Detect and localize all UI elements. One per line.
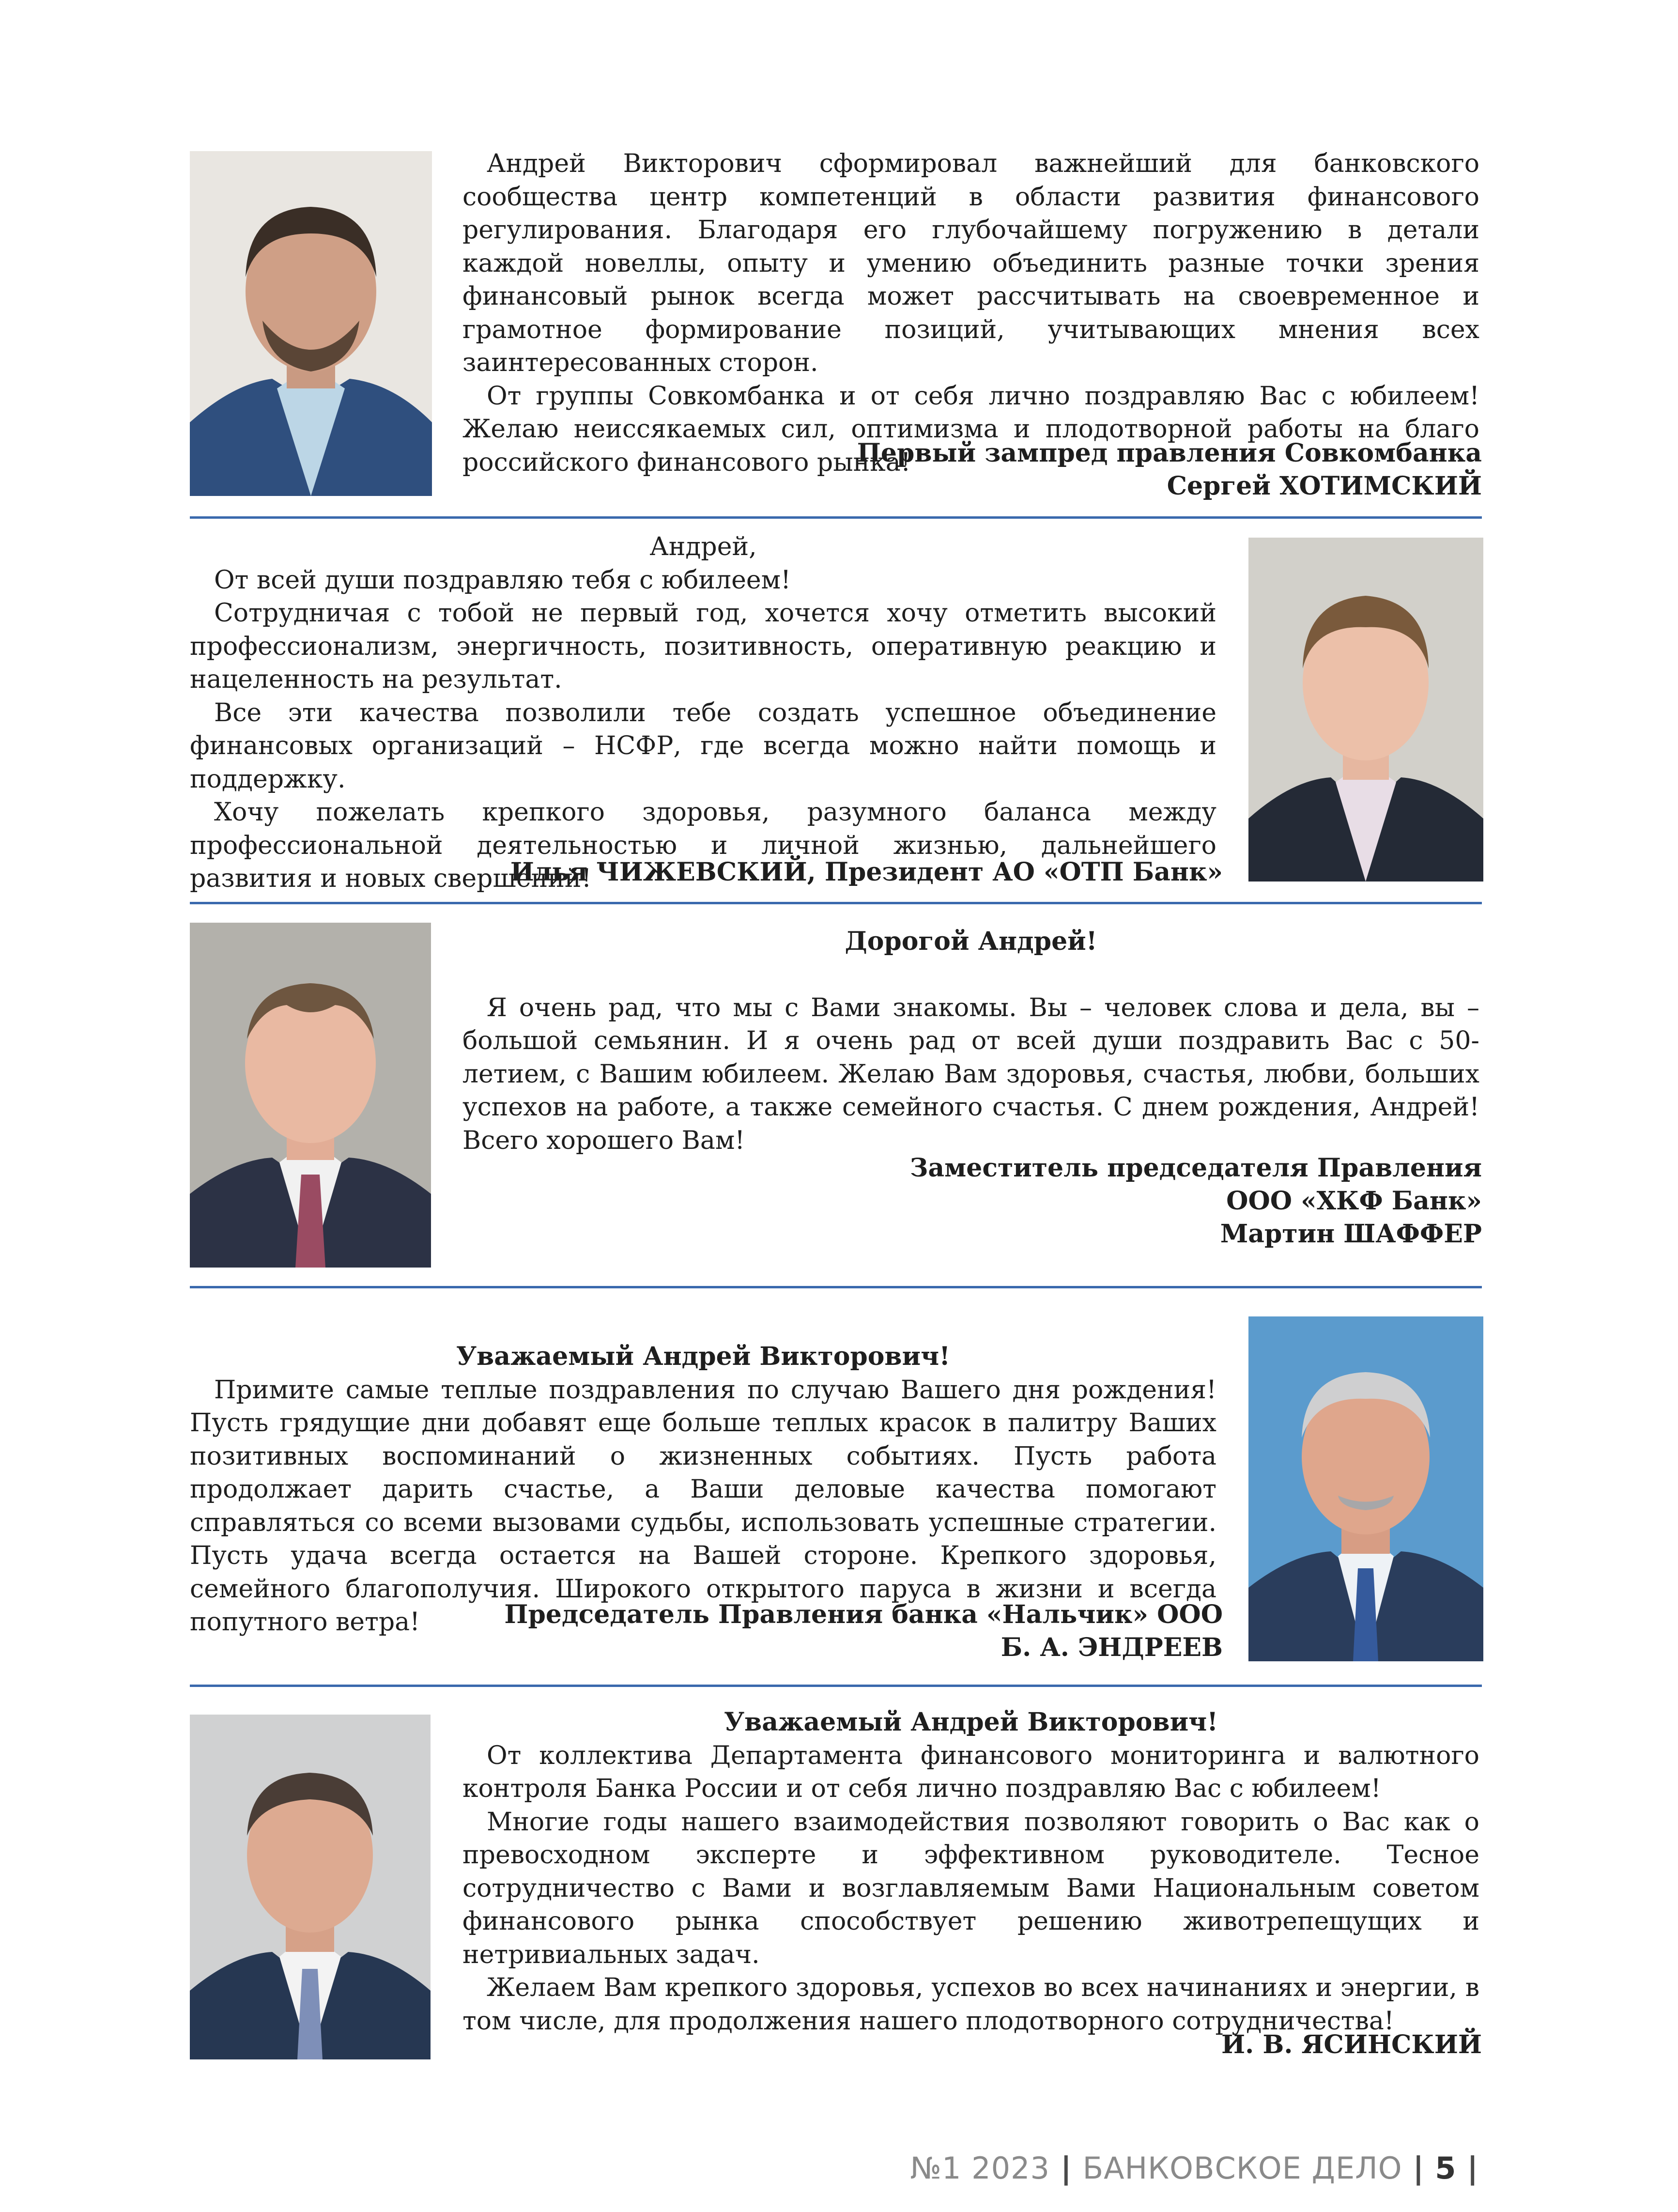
signature-title: Заместитель председателя Правления	[909, 1153, 1482, 1183]
signature-name: И. В. ЯСИНСКИЙ	[1221, 2030, 1482, 2059]
footer-separator: |	[1413, 2150, 1425, 2186]
greeting-text-4	[190, 1340, 1216, 1639]
paragraph: Сотрудничая с тобой не первый год, хочется хочу отметить высокий профессионализм, энергичность, позитивность, оперативную реакцию и нацеленность на результат.	[190, 599, 1216, 694]
portrait-photo	[190, 151, 432, 496]
paragraph: Желаем Вам крепкого здоровья, успехов во всех начинаниях и энергии, в том числе, для продолжения нашего плодотворного сотрудничества!	[462, 1973, 1479, 2036]
signature-1	[857, 437, 1482, 503]
paragraph: Все эти качества позволили тебе создать успешное объединение финансовых организаций – НСФР, где всегда можно найти помощь и поддержку.	[190, 698, 1216, 794]
greeting-heading: Дорогой Андрей!	[845, 927, 1097, 956]
greeting-text-1	[462, 147, 1479, 479]
portrait-photo	[190, 923, 431, 1268]
greeting-text-3	[462, 925, 1479, 1157]
divider	[190, 1286, 1482, 1288]
paragraph: Андрей Викторович сформировал важнейший для банковского сообщества центр компетенций в области развития финансового регулирования. Благодаря его глубочайшему погружению в детали каждой новеллы, опыту и умению объединить разные точки зрения финансовый рынок всегда может рассчитывать на своевременное и грамотное формирование позиций, учитывающих мнения всех заинтересованных сторон.	[462, 149, 1479, 377]
magazine-title: БАНКОВСКОЕ ДЕЛО	[1082, 2150, 1402, 2186]
greeting-heading: Андрей,	[649, 532, 757, 561]
signature-2	[510, 856, 1223, 889]
signature-3	[910, 1152, 1482, 1251]
signature-name: Б. А. ЭНДРЕЕВ	[1001, 1633, 1223, 1662]
greeting-heading: Уважаемый Андрей Викторович!	[724, 1707, 1218, 1737]
page-footer	[910, 2150, 1489, 2186]
paragraph: От коллектива Департамента финансового мониторинга и валютного контроля Банка России и от себя лично поздравляю Вас с юбилеем!	[462, 1741, 1479, 1803]
paragraph: Хочу пожелать крепкого здоровья, разумного баланса между профессиональной деятельностью и личной жизнью, дальнейшего развития и новых свершений!	[190, 798, 1216, 893]
signature-4	[504, 1598, 1223, 1664]
portrait-photo	[1248, 1316, 1483, 1661]
footer-separator: |	[1060, 2150, 1072, 2186]
paragraph: Многие годы нашего взаимодействия позволяют говорить о Вас как о превосходном эксперте и эффективном руководителе. Тесное сотрудничество с Вами и возглавляемым Вами Национальным советом финансового рынка способствует решению животрепещущих и нетривиальных задач.	[462, 1807, 1479, 1969]
signature-title: Первый зампред правления Совкомбанка	[857, 438, 1482, 468]
signature-name: Илья ЧИЖЕВСКИЙ, Президент АО «ОТП Банк»	[510, 857, 1223, 887]
paragraph: Я очень рад, что мы с Вами знакомы. Вы – человек слова и дела, вы – большой семьянин. И я очень рад от всей души поздравить Вас с 50-летием, с Вашим юбилеем. Желаю Вам здоровья, счастья, любви, больших успехов на работе, а также семейного счастья. С днем рождения, Андрей! Всего хорошего Вам!	[462, 993, 1479, 1155]
portrait-photo	[1248, 538, 1483, 882]
greeting-text-2	[190, 530, 1216, 896]
divider	[190, 902, 1482, 904]
paragraph: От группы Совкомбанка и от себя лично поздравляю Вас с юбилеем! Желаю неиссякаемых сил, оптимизма и плодотворной работы на благо российского финансового рынка!	[462, 381, 1479, 477]
signature-name: Сергей ХОТИМСКИЙ	[1167, 471, 1482, 501]
greeting-text-5	[462, 1706, 1479, 2038]
issue-number: №1 2023	[910, 2150, 1050, 2186]
divider	[190, 516, 1482, 519]
signature-title: Председатель Правления банка «Нальчик» ООО	[504, 1600, 1223, 1629]
divider	[190, 1685, 1482, 1687]
signature-5	[1221, 2028, 1482, 2061]
greeting-heading: Уважаемый Андрей Викторович!	[456, 1342, 951, 1371]
paragraph: Примите самые теплые поздравления по случаю Вашего дня рождения! Пусть грядущие дни добавят еще больше теплых красок в палитру Ваших позитивных воспоминаний о жизненных событиях. Пусть работа продолжает дарить счастье, а Ваши деловые качества помогают справляться со всеми вызовами судьбы, использовать успешные стратегии. Пусть удача всегда остается на Вашей стороне. Крепкого здоровья, семейного благополучия. Широкого открытого паруса в жизни и всегда попутного ветра!	[190, 1375, 1216, 1637]
portrait-photo	[190, 1715, 431, 2059]
footer-separator: |	[1467, 2150, 1478, 2186]
signature-name: Мартин ШАФФЕР	[1220, 1219, 1482, 1249]
signature-org: ООО «ХКФ Банк»	[1226, 1186, 1482, 1216]
page-number: 5	[1435, 2150, 1457, 2186]
paragraph: От всей души поздравляю тебя с юбилеем!	[214, 565, 791, 595]
